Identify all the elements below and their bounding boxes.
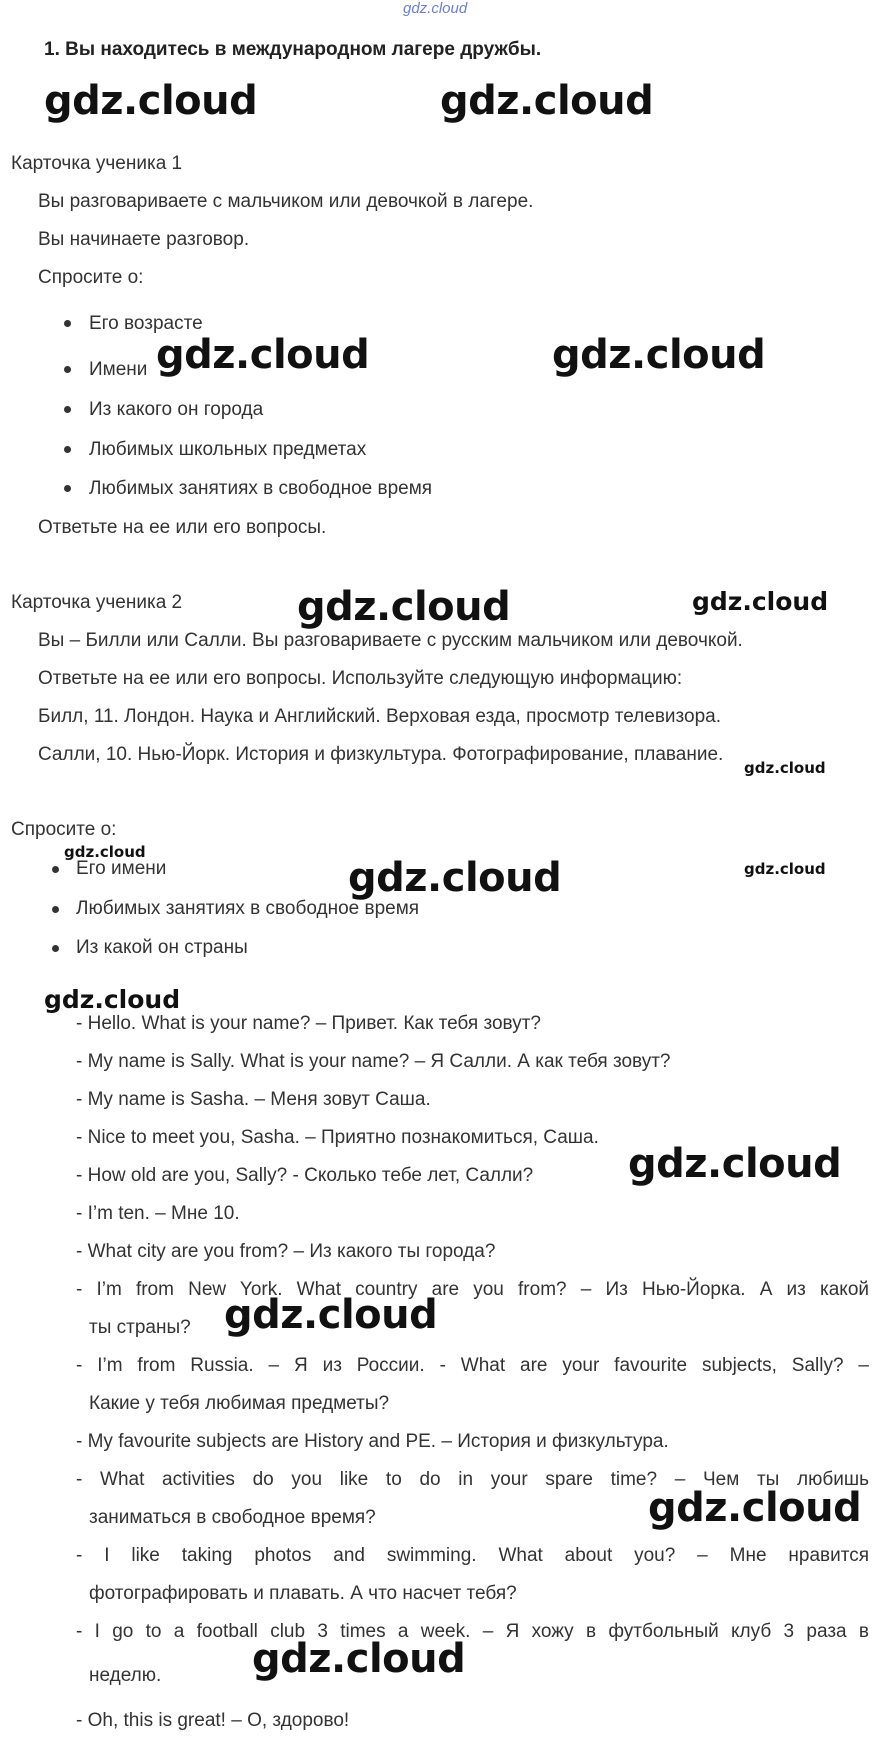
watermark: gdz.cloud [64,843,146,861]
watermark: gdz.cloud [44,78,258,124]
bullet-icon [64,320,71,327]
dialogue-line-cont: Какие у тебя любимая предметы? [89,1393,390,1414]
bullet-icon [64,446,71,453]
card1-line: Вы начинаете разговор. [38,229,250,250]
dialogue-line-cont: ты страны? [89,1317,191,1338]
ask-item: Из какой он страны [76,937,248,958]
watermark: gdz.cloud [692,587,829,616]
watermark: gdz.cloud [224,1292,438,1338]
ask-item: Любимых занятиях в свободное время [76,898,420,919]
card1-title: Карточка ученика 1 [11,153,183,174]
card1-line: Вы разговариваете с мальчиком или девочкой в лагере. [38,191,534,212]
card2-line: Ответьте на ее или его вопросы. Используйте следующую информацию: [38,668,683,689]
card1-item: Его возрасте [89,313,203,334]
dialogue-line: - Nice to meet you, Sasha. – Приятно познакомиться, Саша. [76,1127,599,1148]
watermark: gdz.cloud [628,1141,842,1187]
watermark: gdz.cloud [552,332,766,378]
watermark: gdz.cloud [744,860,826,878]
bullet-icon [52,906,59,913]
card2-line: Вы – Билли или Салли. Вы разговариваете с русским мальчиком или девочкой. [38,630,743,651]
card1-item: Из какого он города [89,399,264,420]
dialogue-line: - My favourite subjects are History and PE. – История и физкультура. [76,1431,669,1452]
top-watermark: gdz.cloud [403,0,468,17]
card1-item: Любимых школьных предметах [89,439,367,460]
dialogue-line-cont: фотографировать и плавать. А что насчет тебя? [89,1583,517,1604]
ask-item: Его имени [76,858,167,879]
dialogue-line-cont: заниматься в свободное время? [89,1507,376,1528]
watermark: gdz.cloud [156,332,370,378]
card2-line: Салли, 10. Нью-Йорк. История и физкультура. Фотографирование, плавание. [38,744,724,765]
dialogue-line: - My name is Sasha. – Меня зовут Саша. [76,1089,431,1110]
watermark: gdz.cloud [348,855,562,901]
card1-closing: Ответьте на ее или его вопросы. [38,517,327,538]
bullet-icon [52,945,59,952]
card2-line: Билл, 11. Лондон. Наука и Английский. Верховая езда, просмотр телевизора. [38,706,722,727]
dialogue-line: - I’m from New York. What country are you from? – Из Нью-Йорка. А из какой [76,1279,869,1300]
task-heading: 1. Вы находитесь в международном лагере дружбы. [44,39,542,60]
watermark: gdz.cloud [297,584,511,630]
card1-item: Любимых занятиях в свободное время [89,478,433,499]
watermark: gdz.cloud [44,985,181,1014]
card1-line: Спросите о: [38,267,144,288]
watermark: gdz.cloud [744,759,826,777]
dialogue-line: - My name is Sally. What is your name? – Я Салли. А как тебя зовут? [76,1051,671,1072]
dialogue-line: - How old are you, Sally? - Сколько тебе лет, Салли? [76,1165,534,1186]
ask-title: Спросите о: [11,819,117,840]
bullet-icon [52,866,59,873]
bullet-icon [64,406,71,413]
dialogue-line: - What activities do you like to do in your spare time? – Чем ты любишь [76,1469,869,1490]
watermark: gdz.cloud [648,1485,862,1531]
watermark: gdz.cloud [440,78,654,124]
dialogue-line-cont: неделю. [89,1665,162,1686]
dialogue-line: - I’m ten. – Мне 10. [76,1203,240,1224]
dialogue-line: - What city are you from? – Из какого ты города? [76,1241,496,1262]
dialogue-line: - I go to a football club 3 times a week. – Я хожу в футбольный клуб 3 раза в [76,1621,869,1642]
dialogue-line: - Oh, this is great! – О, здорово! [76,1710,350,1731]
card2-title: Карточка ученика 2 [11,592,183,613]
card1-item: Имени [89,359,148,380]
bullet-icon [64,485,71,492]
bullet-icon [64,366,71,373]
dialogue-line: - I like taking photos and swimming. What about you? – Мне нравится [76,1545,869,1566]
dialogue-line: - Hello. What is your name? – Привет. Как тебя зовут? [76,1013,541,1034]
dialogue-line: - I’m from Russia. – Я из России. - What are your favourite subjects, Sally? – [76,1355,869,1376]
watermark: gdz.cloud [252,1636,466,1682]
